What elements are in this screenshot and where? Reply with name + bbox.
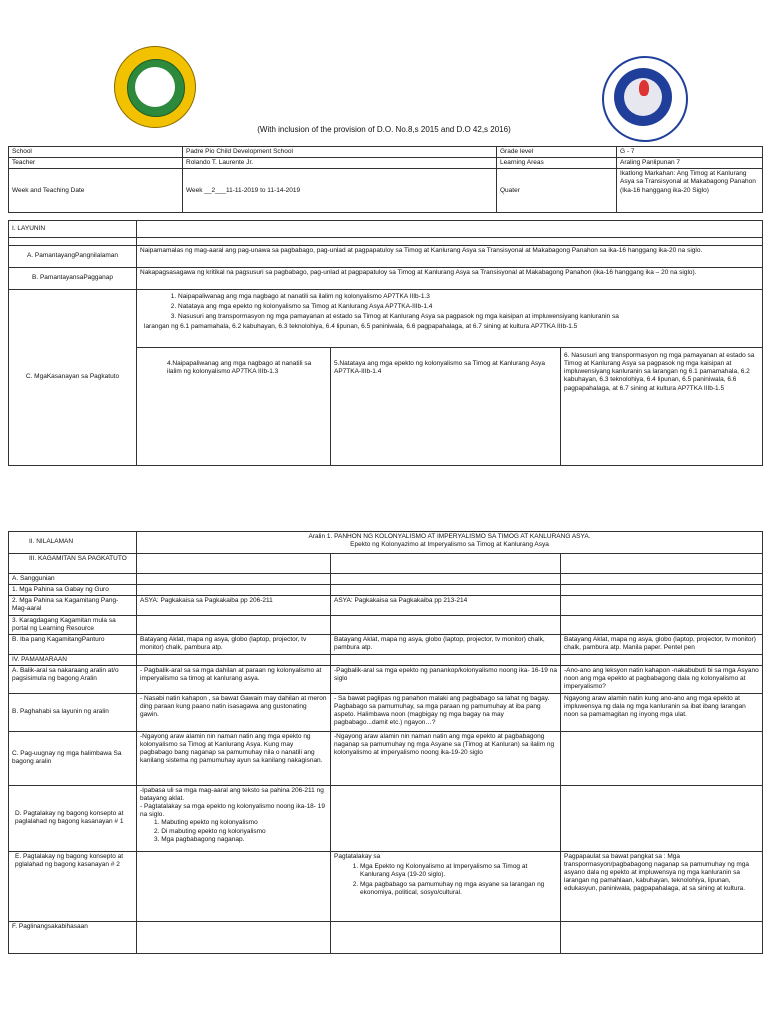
kasanayan-col-2: 5.Natataya ang mga epekto ng kolonyalismo sa Timog at Kanlurang Asya AP7TKA-IIIb-1.4: [331, 348, 561, 466]
iba-pang-kagamitan-day-2: Batayang Aklat, mapa ng asya, globo (laptop, projector, tv monitor) chalk, pambura atp.: [331, 634, 561, 654]
school-value: Padre Pio Child Development School: [183, 147, 497, 158]
pagtalakay-1-text-a: -Ipabasa uli sa mga mag-aaral ang teksto sa pahina 206-211 ng batayang aklat.: [140, 786, 324, 802]
quater-value: Ikatlong Markahan: Ang Timog at Kanlurang Asya sa Transisyonal at Makabagong Panahon (Ika-16 hanggang ika-20 Siglo): [617, 169, 763, 213]
quater-label: Quater: [497, 169, 617, 213]
school-label: School: [9, 147, 183, 158]
pagtalakay-1-item: 3. Mga pagbabagong naganap.: [154, 835, 245, 843]
nilalaman-line-1: Aralin 1. PANHON NG KOLONYALISMO AT IMPERYALISMO SA TIMOG AT KANLURANG ASYA.: [308, 533, 591, 540]
kasanayan-item-3-cont: larangan ng 6.1 pamamahala, 6.2 kabuhayan, 6.3 teknolohiya, 6.4 lipunan, 6.5 paniniwala, 6.6 pagpapahalaga, at 6.7 sining at kultura AP7TKA IIIb-1.5: [144, 323, 578, 331]
grade-value: G - 7: [617, 147, 763, 158]
nilalaman-value: [137, 532, 763, 554]
teacher-label: Teacher: [9, 158, 183, 169]
kasanayan-item: 1. Naipapaliwanag ang mga nagbago at nanatili sa ilalim ng kolonyalismo AP7TKA IIIb-1.3: [178, 293, 759, 301]
balik-aral-day-3: -Ano-ano ang leksyon natin kahapon -nakabubuti bi sa mga Asyano noon ang mga epekto at pagbabagong dala ng kolonyalismo at imperyalismo?: [561, 665, 763, 693]
info-table: [8, 146, 763, 213]
kagamitan-label: III. KAGAMITAN SA PAGKATUTO: [9, 554, 137, 574]
pagtalakay-2-item: 1. Mga Epekto ng Kolonyalismo at Imperyalismo sa Timog at Kanlurang Asya (19-20 siglo).: [360, 863, 557, 879]
paglinang-label: F. Paglinangsakabihasaan: [9, 921, 137, 953]
layunin-heading: I. LAYUNIN: [9, 221, 137, 238]
pagtalakay-2-heading: Pagtatalakay sa: [334, 852, 381, 860]
pagtalakay-1-text-b: - Pagtatalakay sa mga epekto ng kolonyalismo noong ika-18- 19 na siglo.: [140, 803, 325, 819]
pagtalakay-1-item: 1. Mabuting epekto ng kolonyalismo: [154, 819, 258, 827]
pagtalakay-1-day-1: [137, 785, 331, 851]
paghahabi-label: B. Paghahabi sa layunin ng aralin: [9, 693, 137, 731]
pag-uugnay-day-1: -Ngayong araw alamin nin naman natin ang mga epekto ng kolonyalismo sa Timog at Kanlurang Asya. Kung may pagbabago bang naganap sa pamumuhay nila o nanatili ang kanilang sistema ng pamumuhay ayun sa kanilang nakagisnan.: [137, 731, 331, 785]
pamamaraan-label: IV. PAMAMARAAN: [9, 654, 137, 665]
paghahabi-day-2: - Sa bawat paglipas ng panahon malaki ang pagbabago sa lahat ng bagay. Pagbabago sa pamumuhay, sa mga paraan ng pamumuhay at iba pang aspeto. Halimbawa noon (magbigay ng mga bagay na may pagbabago...damit etc.) ngayon…?: [331, 693, 561, 731]
pag-uugnay-day-2: -Ngayong araw alamin nin naman natin ang mga epekto at pagbabagong naganap sa pamumuhay ng mga Asyane sa (Timog at Kanluran) sa ilalim ng kolonyalismo at imperyalismo noong ika-19-20 siglo: [331, 731, 561, 785]
balik-aral-day-1: - Pagbalik-aral sa sa mga dahilan at paraan ng kolonyalismo at imperyalismo sa timog at kanlurang asya.: [137, 665, 331, 693]
pamantayang-pangnilalaman-value: Naipamamalas ng mag-aaral ang pag-unawa sa pagbabago, pag-unlad at pagpapatuloy sa Timog at Kanlurang Asya sa Transisyonal at Makabagong Panahon sa ika-16 hanggang ika-20 na siglo.: [137, 246, 763, 268]
pamantayang-pangnilalaman-label: A. PamantayangPangnilalaman: [9, 246, 137, 268]
iba-pang-kagamitan-day-3: Batayang Aklat, mapa ng asya, globo (laptop, projector, tv monitor) chalk, pambura atp. Manila paper. Pentel pen: [561, 634, 763, 654]
kagamitang-pang-mag-aaral-day-1: ASYA: Pagkakaisa sa Pagkakaiba pp 206-211: [137, 596, 331, 615]
school-logo-seal: [114, 46, 196, 128]
karagdagang-kagamitan-label: 3. Karagdagang Kagamitan mula sa portal ng Learning Resource: [9, 615, 137, 634]
kasanayan-col-3: 6. Nasusuri ang transpormasyon ng mga pamayanan at estado sa Timog at Kanlurang Asya sa pagpasok ng mga kaisipan at impluwensiyang kanluranin sa larangan ng 6.1 pamamahala, 6.2 kabuhayan, 6.3 teknolohiya, 6.4 lipunan, 6.5 paniniwala, 6.6 pagpapahalaga, at 6.7 sining at kultura AP7TKA IIIb-1.5: [561, 348, 763, 466]
pagtalakay-2-label: E. Pagtalakay ng bagong konsepto at pglalahad ng bagong kasanayan # 2: [9, 851, 137, 921]
pamantayan-sa-pagganap-value: Nakapagsasagawa ng kritikal na pagsusuri sa pagbabago, pag-unlad at pagpapatuloy sa Timog at Kanlurang Asya sa Transisyonal at Makabagong Panahon (ika-16 hanggang ika – 20 na siglo).: [137, 268, 763, 290]
kagamitang-pang-mag-aaral-label: 2. Mga Pahina sa Kagamitang Pang- Mag-aaral: [9, 596, 137, 615]
iba-pang-kagamitan-day-1: Batayang Aklat, mapa ng asya, globo (laptop, projector, tv monitor) chalk, pambura atp.: [137, 634, 331, 654]
kasanayan-item: 2. Natataya ang mga epekto ng kolonyalismo sa Timog at Kanlurang Asya AP7TKA-IIIb-1.4: [178, 303, 759, 311]
pagtalakay-2-day-2: [331, 851, 561, 921]
learning-area-value: Araling Panlipunan 7: [617, 158, 763, 169]
nilalaman-line-2: Epekto ng Kolonyazimo at Imperyalismo sa Timog at Kanlurang Asya: [350, 541, 549, 549]
iba-pang-kagamitan-label: B. Iba pang KagamitangPanturo: [9, 634, 137, 654]
kasanayan-col-1: 4.Naipapaliwanag ang mga nagbago at nanatili sa ilalim ng kolonyalismo AP7TKA IIIb-1.3: [137, 348, 331, 466]
pag-uugnay-label: C. Pag-uugnay ng mga halimbawa Sa bagong aralin: [9, 731, 137, 785]
sanggunian-label: A. Sanggunian: [9, 574, 137, 585]
grade-label: Grade level: [497, 147, 617, 158]
kagamitang-pang-mag-aaral-day-2: ASYA: Pagkakaisa sa Pagkakaiba pp 213-214: [331, 596, 561, 615]
balik-aral-day-2: -Pagbalik-aral sa mga epekto ng panankop/kolonyalismo noong ika- 16-19 na siglo: [331, 665, 561, 693]
learning-area-label: Learning Areas: [497, 158, 617, 169]
layunin-table: [8, 220, 763, 466]
pagtalakay-1-item: 2. Di mabuting epekto ng kolonyalismo: [154, 827, 266, 835]
gabay-guro-label: 1. Mga Pahina sa Gabay ng Guro: [9, 585, 137, 596]
pagtalakay-2-day-3: Pagpapaulat sa bawat pangkat sa : Mga transpormasyon/pagbabagong naganap sa pamumuhay ng mga asyano dala ng epekto at impluwensya ng mga kanluranin sa larangan ng pamahlaan, kabuhayan, teknolohiya, lipunan, edukasyun, paniniwala, pagpapahalaga, at sa sining at kultura.: [561, 851, 763, 921]
mga-kasanayan-label: C. MgaKasanayan sa Pagkatuto: [9, 290, 137, 466]
provision-note: (With inclusion of the provision of D.O. No.8,s 2015 and D.O 42,s 2016): [257, 125, 511, 134]
pagtalakay-1-label: D. Pagtalakay ng bagong konsepto at paglalahad ng bagong kasanayan # 1: [9, 785, 137, 851]
kasanayan-item: 3. Nasusuri ang transpormasyon ng mga pamayanan at estado sa Timog at Kanlurang Asya sa pagpasok ng mga kaisipan at impluwensiyang kanluranin sa: [178, 313, 759, 321]
week-label: Week and Teaching Date: [9, 169, 183, 213]
teacher-value: Rolando T. Laurente Jr.: [183, 158, 497, 169]
mga-kasanayan-list: [137, 290, 763, 348]
balik-aral-label: A. Balik-aral sa nakaraang aralin at/o pagsisimula ng bagong Aralin: [9, 665, 137, 693]
nilalaman-label: II. NILALAMAN: [9, 532, 137, 554]
main-table: [8, 531, 763, 954]
paghahabi-day-1: - Nasabi natin kahapon , sa bawat Gawain may dahilan at meron ding paraan kung paano natin isasagawa ang gustonating gawin.: [137, 693, 331, 731]
week-value: Week __2___11-11-2019 to 11-14-2019: [183, 169, 497, 213]
pamantayan-sa-pagganap-label: B. PamantayansaPagganap: [9, 268, 137, 290]
pagtalakay-2-item: 2. Mga pagbabago sa pamumuhay ng mga asyane sa larangan ng ekonomiya, political, sosyo/cultural.: [360, 881, 557, 897]
paghahabi-day-3: Ngayong araw alamin natin kung ano-ano ang mga epekto at impluwensya ng dala ng mga kanluranin sa ibat ibang larangan noon sa pamamagitan ng inyong mga ulat.: [561, 693, 763, 731]
